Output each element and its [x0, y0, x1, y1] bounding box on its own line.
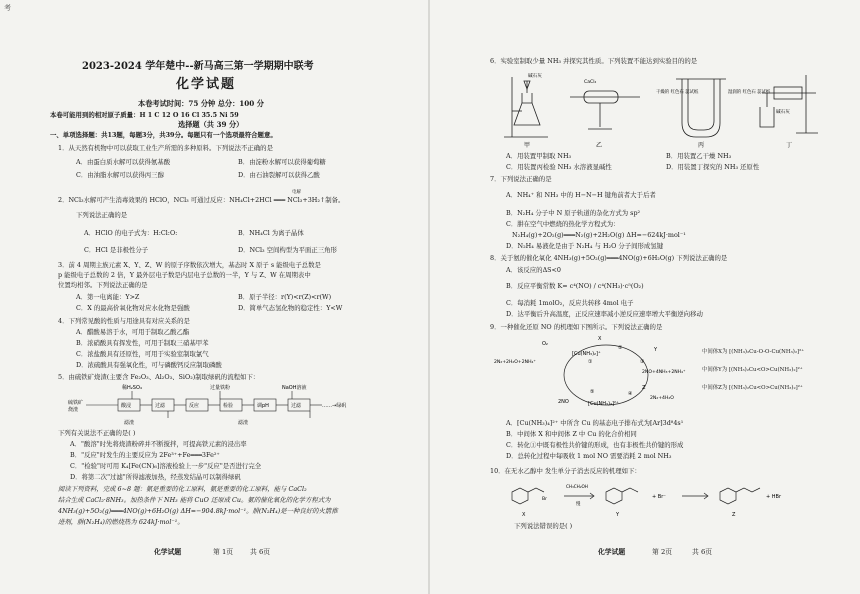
q5-flow-diagram: [60, 382, 360, 426]
flow-reagent-2: 过量铁粉: [210, 385, 231, 391]
flow-waste-2: 滤渣: [238, 420, 249, 426]
q10-hbr: + HBr: [766, 494, 782, 500]
flow-step-label: 酸浸: [121, 403, 132, 409]
label-dry-paper: 干燥的 红色石 蕊试纸: [656, 90, 699, 95]
q10-br-ion: + Br⁻: [652, 494, 666, 500]
mech-cu-nh3-2: [Cu(NH₃)₂]⁺: [572, 351, 601, 357]
flow-boxes: [118, 399, 322, 411]
q9-intermediate-x: 中间体X为 [(NH₃)₂Cu-O-O-Cu(NH₃)₂]²⁺: [702, 349, 805, 355]
section-instructions: 一、单项选择题：共13题，每题3分，共39分。每题只有一个选项最符合题意。: [50, 131, 277, 139]
q7-stem: 7．下列说法正确的是: [490, 175, 552, 183]
q3-line3: 位置均相邻。下列说法正确的是: [58, 281, 148, 289]
q9-option-c: C．转化①中既有极性共价键的形成，也有非极性共价键的形成: [506, 441, 684, 449]
mech-step-1: ①: [588, 359, 593, 365]
flow-end: ……→绿矾: [322, 403, 347, 409]
q10-x: X: [522, 512, 526, 518]
flow-start-1: 硫铁矿: [68, 400, 84, 406]
mech-products-1: 2N₂+2H₂O+2NH₄⁺: [494, 360, 536, 365]
exam-title: 2023-2024 学年楚中--新马高三第一学期期中联考: [82, 61, 314, 72]
q3-option-c: C．X 的最高价氧化物对应水化物是强酸: [76, 304, 190, 312]
q8-option-b: B．反应平衡常数 K= c⁴(NO) / c⁴(NH₃)·c⁵(O₂): [506, 282, 644, 290]
q10-y: Y: [616, 512, 620, 518]
q2-electrolysis-label: 电解: [292, 190, 301, 195]
footer-page-1: 第 1页: [213, 548, 234, 556]
footer-total-2: 共 6页: [692, 548, 713, 556]
reading-l2: 结合生成 CaCl₂·8NH₃。加热条件下 NH₃ 能将 CuO 还原成 Cu。氨的催化氧化的化学方程式为: [58, 496, 331, 504]
q9-intermediate-y: 中间体Y为 [(NH₃)₂Cu<O>Cu(NH₃)₂]²⁺: [702, 367, 803, 373]
corner-mark: 考: [4, 4, 11, 12]
footer-subject-2: 化学试题: [598, 548, 626, 556]
apparatus-ding: [760, 75, 818, 133]
q10-stem: 10．在无水乙醇中 发生单分子消去反应的机理如下：: [490, 467, 641, 475]
q10-z: Z: [732, 512, 736, 518]
q6-option-d: D．用装置丁探究的 NH₃ 还原性: [666, 163, 760, 171]
footer-page-2: 第 2页: [652, 548, 673, 556]
mech-x: X: [598, 336, 602, 342]
q10-mechanism: [502, 478, 802, 518]
mech-z: Z: [642, 385, 646, 391]
q9-stem: 9．一种催化还原 NO 的机理如下图所示。下列说法正确的是: [490, 323, 663, 331]
q10-solvent: CH₃CH₂OH: [566, 484, 588, 489]
q5-option-b: B．"反应"时发生的主要反应为 2Fe³⁺+Fe═══3Fe²⁺: [70, 451, 220, 459]
q6-stem: 6．实验室制取少量 NH₃ 并探究其性质。下列装置不能达到实验目的的是: [490, 57, 698, 65]
q10-slow: 慢: [576, 502, 581, 507]
mech-step-4: ④: [628, 391, 633, 397]
q4-option-d: D．浓硫酸具有强氧化性，可与磷酸钙反应制取磷酸: [76, 361, 222, 369]
q4-option-c: C．浓盐酸具有还原性，可用于实验室制取氯气: [76, 350, 209, 358]
q7-option-a: A．NH₄⁺ 和 NH₃ 中的 H−N−H 键角前者大于后者: [506, 191, 656, 199]
q8-stem: 8．关于氨的催化氧化 4NH₃(g)+5O₂(g)═══4NO(g)+6H₂O(g) 下列说法正确的是: [490, 254, 728, 262]
flow-step-label: 过滤: [155, 403, 166, 409]
reading-l1: 阅读下列资料，完成 6~8 题：氨是重要的化工原料，氨是重要的化工原料，能与 CaCl₂: [58, 485, 307, 493]
mech-reactants: 2NO+4NH₃+2NH₄⁺: [642, 370, 686, 375]
flow-step-label: 检验: [223, 403, 234, 409]
q3-option-a: A．第一电离能：Y>Z: [76, 293, 140, 301]
page-2: [430, 0, 860, 594]
q8-option-c: C．每消耗 1molO₂，反应共转移 4mol 电子: [506, 299, 634, 307]
q1-stem: 1．从天然有机物中可以获取工业生产所需的多种原料。下列说法不正确的是: [58, 144, 273, 152]
apparatus-yi: [570, 91, 640, 129]
apparatus-bing: [676, 79, 726, 137]
flow-waste-1: 滤渣: [124, 420, 135, 426]
flow-start-2: 烧渣: [68, 407, 79, 413]
mech-step-5: ⑤: [590, 389, 595, 395]
mech-step-3: ③: [640, 359, 645, 365]
label-yi: 乙: [596, 142, 603, 149]
q5-option-d: D．将第二次"过滤"所得滤液加热，经蒸发结晶可以制得绿矾: [70, 473, 241, 481]
q2-stem: 2．NCl₃水解可产生消毒效果的 HClO，NCl₃ 可通过反应：NH₄Cl+2HCl ═══ NCl₃+3H₂↑制备。: [58, 196, 345, 204]
q5-line2: 下列有关说法不正确的是( ): [58, 429, 136, 437]
q9-intermediate-z: 中间体Z为 [(NH₃)₂Cu<O>Cu(NH₃)₂]²⁺: [702, 385, 803, 391]
q10-line2: 下列说法错误的是( ): [514, 522, 573, 530]
q2-option-c: C．HCl 是非极性分子: [84, 246, 149, 254]
mech-no: 2NO: [558, 399, 569, 405]
atomic-masses: 本卷可能用到的相对原子质量：H 1 C 12 O 16 Cl 35.5 Ni 59: [50, 111, 239, 119]
q3-stem: 3．前 4 周期主族元素 X、Y、Z、W 的原子序数依次增大，基态时 X 原子 s 能级电子总数是: [58, 261, 321, 269]
mech-cu-nh3-4: [Cu(NH₃)₄]²⁺: [588, 401, 619, 407]
mech-products-2: 2N₂+4H₂O: [650, 396, 674, 401]
section-title: 选择题（共 39 分）: [178, 120, 244, 129]
reading-l3: 4NH₃(g)+5O₂(g)═══4NO(g)+6H₂O(g) ΔH=−904.8kJ·mol⁻¹。肼(N₂H₄)是一种良好的火箭推: [58, 507, 338, 515]
q2-option-d: D．NCl₃ 空间构型为平面正三角形: [238, 246, 337, 254]
page-1: [0, 0, 428, 594]
q3-option-b: B．原子半径：r(Y)<r(Z)<r(W): [238, 293, 332, 301]
q3-option-d: D．简单气态氢化物的稳定性：Y<W: [238, 304, 343, 312]
q2-option-b: B．NH₄Cl 为离子晶体: [238, 229, 304, 237]
mech-o2: O₂: [542, 341, 548, 347]
label-cacl2: CaCl₂: [584, 80, 597, 85]
q1-option-a: A．由蛋白质水解可以获得氨基酸: [76, 158, 171, 166]
q1-option-b: B．由淀粉水解可以获得葡萄糖: [238, 158, 326, 166]
exam-info: 本卷考试时间：75 分钟 总分：100 分: [138, 99, 264, 108]
q7-option-c: C．肼在空气中燃烧的热化学方程式为：: [506, 220, 620, 228]
apparatus-jia: [504, 77, 548, 137]
label-alkali-1: 碱石灰: [528, 74, 542, 79]
flow-step-label: 反应: [189, 403, 200, 409]
q5-option-a: A．"酸溶"时先将烧渣粉碎并不断搅拌，可提高铁元素的浸出率: [70, 440, 247, 448]
q1-option-c: C．由油脂水解可以获得丙三醇: [76, 171, 164, 179]
q10-br: Br: [542, 497, 548, 502]
flow-reagent-1: 稀H₂SO₄: [122, 385, 142, 391]
q1-option-d: D．由石油裂解可以获得乙酸: [238, 171, 320, 179]
q4-option-b: B．浓硝酸具有挥发性，可用于制取三硝基甲苯: [76, 339, 209, 347]
q6-option-a: A．用装置甲制取 NH₃: [506, 152, 572, 160]
footer-subject-1: 化学试题: [154, 548, 182, 556]
flow-reagent-3: NaOH溶液: [282, 385, 307, 391]
reading-l4: 进剂，肼(N₂H₄)的燃烧热为 624kJ·mol⁻¹。: [58, 518, 184, 526]
q7-option-d: D．N₂H₄ 易液化是由于 N₂H₄ 与 H₂O 分子间形成氢键: [506, 242, 664, 250]
q8-option-d: D．达平衡后升高温度，正反应速率减小逆反应速率增大平衡逆向移动: [506, 310, 703, 318]
q8-option-a: A．该反应的ΔS<0: [506, 266, 561, 274]
q7-option-b: B．N₂H₄ 分子中 N 原子轨道的杂化方式为 sp²: [506, 209, 641, 217]
q9-option-d: D．总转化过程中每吸收 1 mol NO 需要消耗 2 mol NH₃: [506, 452, 672, 460]
label-alkali-2: 碱石灰: [776, 110, 790, 115]
label-jia: 甲: [524, 142, 531, 149]
q3-line2: p 能级电子总数的 2 倍，Y 最外层电子数是内层电子总数的一半，Y 与 Z、W 在周期表中: [58, 271, 311, 279]
q7-option-c-equation: N₂H₄(g)+2O₂(g)═══N₂(g)+2H₂O(g) ΔH=−624kJ·mol⁻¹: [512, 231, 686, 239]
q9-option-a: A．[Cu(NH₃)₄]²⁺ 中所含 Cu 的基态电子排布式为[Ar]3d⁸4s¹: [506, 419, 684, 427]
q9-mechanism-cycle: [494, 333, 704, 415]
mech-y: Y: [654, 347, 658, 353]
q4-option-a: A．醋酸易溶于水，可用于制取乙酸乙酯: [76, 328, 190, 336]
label-ding: 丁: [786, 142, 793, 149]
label-bing: 丙: [698, 142, 705, 149]
q5-option-c: C．"检验"时可用 K₄[Fe(CN)₆]溶液检验上一步"反应"是否进行完全: [70, 462, 262, 470]
mech-step-2: ②: [618, 345, 623, 351]
q9-option-b: B．中间体 X 和中间体 Z 中 Cu 的化合价相同: [506, 430, 637, 438]
q5-stem: 5．由硫铁矿烧渣(主要含 Fe₂O₃、Al₂O₃、SiO₂)制取绿矾的流程如下：: [58, 373, 260, 381]
flow-step-label: 过滤: [291, 403, 302, 409]
q6-option-c: C．用装置丙检验 NH₃ 水溶液显碱性: [506, 163, 612, 171]
label-wet-paper: 湿润的 红色石 蕊试纸: [728, 90, 771, 95]
subject-title: 化学试题: [176, 77, 237, 92]
footer-total-1: 共 6页: [250, 548, 271, 556]
q6-apparatus: [500, 67, 820, 149]
q2-line2: 下列说法正确的是: [76, 211, 128, 219]
flow-step-label: 调pH: [257, 403, 269, 409]
q2-option-a: A．HClO 的电子式为：H:Cl:O:: [84, 229, 178, 237]
q4-stem: 4．下列常见酸的性质与用途具有对应关系的是: [58, 317, 190, 325]
q6-option-b: B．用装置乙干燥 NH₃: [666, 152, 732, 160]
